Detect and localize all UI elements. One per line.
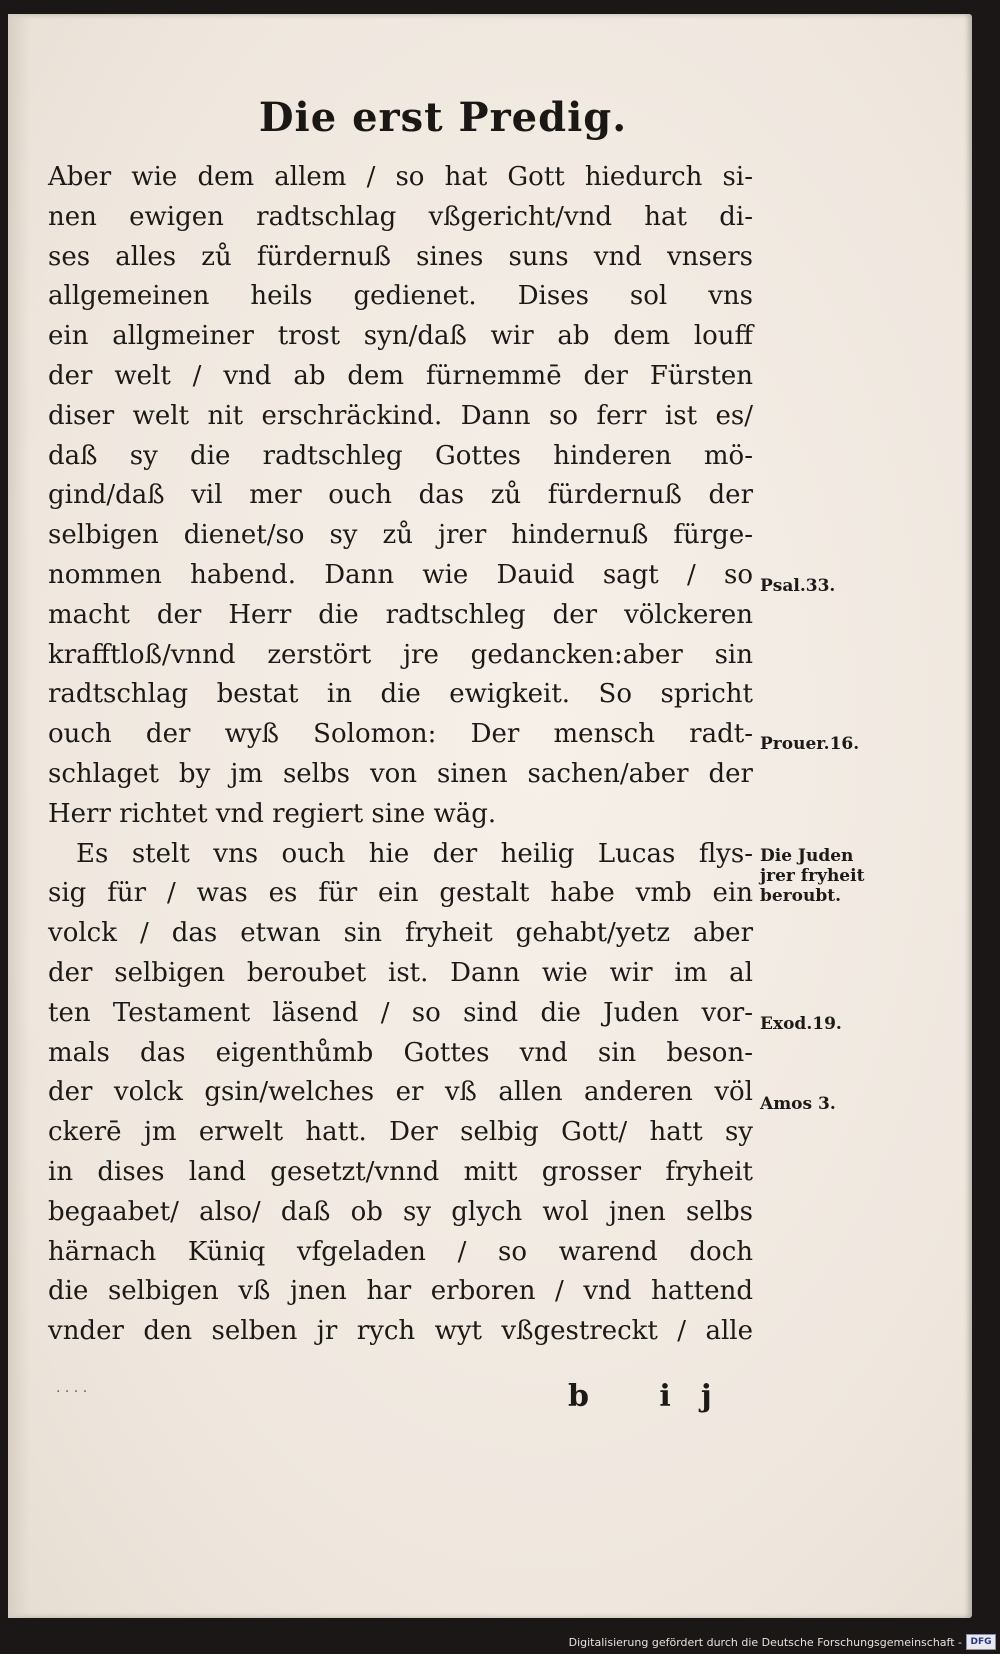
dfg-logo-text: DFG: [970, 1637, 992, 1647]
text-line: ein allgmeiner trost syn/daß wir ab dem louff: [48, 321, 753, 352]
footer-credit: Digitalisierung gefördert durch die Deutsche Forschungsgemeinschaft -: [568, 1635, 962, 1649]
text-line: allgemeinen heils gedienet. Dises sol vns: [48, 281, 753, 312]
text-line: härnach Küniq vfgeladen / so warend doch: [48, 1236, 753, 1267]
text-line: gind/daß vil mer ouch das zů fürdernuß der: [48, 480, 753, 511]
text-line: ckerē jm erwelt hatt. Der selbig Gott/ hatt sy: [48, 1117, 753, 1148]
margin-note-line: jrer fryheit: [760, 866, 865, 886]
text-line: der selbigen beroubet ist. Dann wie wir im al: [48, 957, 753, 988]
text-line: Aber wie dem allem / so hat Gott hiedurch si-: [48, 162, 753, 192]
text-line: nommen habend. Dann wie Dauid sagt / so: [48, 559, 753, 590]
body-text: [48, 158, 753, 1352]
text-line: daß sy die radtschleg Gottes hinderen mö-: [48, 440, 753, 471]
ink-speck: · · · ·: [56, 1384, 88, 1400]
text-line: Herr richtet vnd regiert sine wäg.: [48, 798, 497, 829]
margin-note-proverbs: Prouer.16.: [760, 734, 860, 754]
text-line: selbigen dienet/so sy zů jrer hindernuß fürge-: [48, 520, 753, 551]
margin-note-psalm: Psal.33.: [760, 576, 836, 596]
dfg-logo: [966, 1634, 996, 1650]
text-line: der volck gsin/welches er vß allen anderen völ: [48, 1077, 753, 1108]
text-line: begaabet/ also/ daß ob sy glych wol jnen selbs: [48, 1196, 753, 1227]
text-line: volck / das etwan sin fryheit gehabt/yetz aber: [48, 918, 753, 949]
text-line: in dises land gesetzt/vnnd mitt grosser fryheit: [48, 1156, 753, 1187]
text-line: die selbigen vß jnen har erboren / vnd hattend: [48, 1276, 753, 1307]
text-line: mals das eigenthůmb Gottes vnd sin beson-: [48, 1037, 753, 1068]
book-page: [8, 14, 972, 1618]
margin-note-line: beroubt.: [760, 886, 842, 906]
text-line: sig für / was es für ein gestalt habe vmb ein: [48, 878, 753, 909]
digitization-footer: [569, 1632, 1000, 1652]
text-line: krafftloß/vnnd zerstört jre gedancken:aber sin: [48, 639, 753, 670]
signature-mark: b ij: [568, 1379, 742, 1414]
text-line: radtschlag bestat in die ewigkeit. So spricht: [48, 679, 753, 710]
text-line: diser welt nit erschräckind. Dann so ferr ist es/: [48, 400, 753, 431]
margin-note-juden: [760, 846, 864, 906]
text-line: macht der Herr die radtschleg der völckeren: [48, 599, 753, 630]
text-line: nen ewigen radtschlag vßgericht/vnd hat di-: [48, 201, 753, 232]
text-line: ten Testament läsend / so sind die Juden vor-: [48, 997, 753, 1028]
text-line: Es stelt vns ouch hie der heilig Lucas flys-: [76, 838, 753, 869]
text-line: der welt / vnd ab dem fürnemmē der Fürsten: [48, 360, 753, 391]
page-gutter-shadow: [8, 14, 30, 1618]
text-line: ouch der wyß Solomon: Der mensch radt-: [48, 719, 753, 750]
text-line: vnder den selben jr rych wyt vßgestreckt / alle: [48, 1316, 753, 1347]
text-line: ses alles zů fürdernuß sines suns vnd vnsers: [48, 241, 753, 272]
margin-note-amos: Amos 3.: [760, 1094, 836, 1114]
margin-note-exodus: Exod.19.: [760, 1014, 842, 1034]
text-line: schlaget by jm selbs von sinen sachen/aber der: [48, 758, 753, 789]
margin-note-line: Die Juden: [760, 846, 854, 866]
running-head: Die erst Predig.: [258, 94, 628, 141]
